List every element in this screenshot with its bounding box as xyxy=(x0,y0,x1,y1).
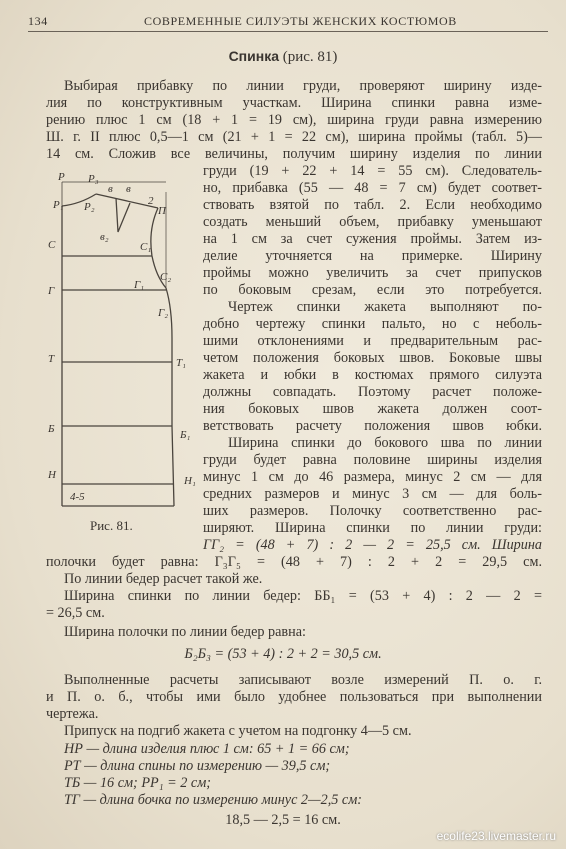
label-Bb1: Б₁ xyxy=(180,429,191,441)
text-line: ТГ — длина бочка по измерению минус 2—2,5 см: xyxy=(64,792,362,808)
text-line: 14 см. Сложив все величины, получим ширину изделия по линии xyxy=(46,146,542,162)
label-C1: С₁ xyxy=(140,241,152,253)
text-line: НР — длина изделия плюс 1 см: 65 + 1 = 66 см; xyxy=(64,741,350,757)
watermark: ecolife23.livemaster.ru xyxy=(436,829,556,843)
label-B: в xyxy=(108,183,113,195)
pattern-figure xyxy=(40,168,204,516)
text-line: делие уточняется на примерке. Ширину xyxy=(203,248,542,264)
page-header xyxy=(28,12,548,30)
shoulder-dart xyxy=(116,198,130,232)
label-2: 2 xyxy=(148,195,154,207)
text-line: проймы можно увеличить за счет припусков xyxy=(203,265,542,281)
text-line: ветствовать расчету положения швов юбки. xyxy=(203,418,542,434)
text-line: рению плюс 1 см (18 + 1 = 19 см), ширина груди равна измерению xyxy=(46,112,542,128)
formula-line: ГГ₂ = (48 + 7) : 2 — 2 = 25,5 см. Ширина xyxy=(203,537,542,553)
label-H: Н xyxy=(48,469,56,481)
label-G1: Г₁ xyxy=(134,279,145,291)
text-line: Ширина спинки по линии бедер: ББ₁ = (53 + 4) : 2 — 2 = xyxy=(64,588,542,604)
label-T1: Т₁ xyxy=(176,357,186,369)
side-seam xyxy=(166,288,174,506)
text-line: по боковым срезам, если это потребуется. xyxy=(203,282,542,298)
text-line: средних размеров и минус 3 см — для боль- xyxy=(203,486,542,502)
label-hem: 4-5 xyxy=(70,491,85,503)
text-line: ширяют. Ширина спинки по линии груди: xyxy=(203,520,542,536)
text-line: и П. о. б., чтобы ими было удобнее пользоваться при выполнении xyxy=(46,689,542,705)
text-line: ТБ — 16 см; РР₁ = 2 см; xyxy=(64,775,211,791)
text-line: добно чертежу спинки пальто, но с неболь- xyxy=(203,316,542,332)
text-line: лия по конструктивным участкам. Ширина спинки равна изме- xyxy=(46,95,542,111)
page-number: 134 xyxy=(28,14,48,28)
text-line: Ширина полочки по линии бедер равна: xyxy=(64,624,306,640)
label-Bb: Б xyxy=(48,423,55,435)
text-line: но, прибавка (55 — 48 = 7 см) будет соответ- xyxy=(203,180,542,196)
text-line: жакета и юбки в костюмах прямого силуэта xyxy=(203,367,542,383)
text-line: Припуск на подгиб жакета с учетом на подгонку 4—5 см. xyxy=(64,723,412,739)
formula-line: 18,5 — 2,5 = 16 см. xyxy=(225,812,341,828)
text-line: ния боковых швов жакета должен соот- xyxy=(203,401,542,417)
text-line: груди будет равна половине ширины изделия xyxy=(203,452,542,468)
label-C: С xyxy=(48,239,56,251)
label-P2: Р₂ xyxy=(84,201,95,213)
text-line: = 26,5 см. xyxy=(46,605,105,621)
text-line: создать меньший объем, прибавку уменьшают xyxy=(203,214,542,230)
text-line: РТ — длина спины по измерению — 39,5 см; xyxy=(64,758,331,774)
label-H1: Н₁ xyxy=(184,475,196,487)
section-title-bold: Спинка xyxy=(228,48,279,64)
label-Pi: П xyxy=(158,205,166,217)
running-title: СОВРЕМЕННЫЕ СИЛУЭТЫ ЖЕНСКИХ КОСТЮМОВ xyxy=(144,14,457,28)
label-C2: С₂ xyxy=(160,271,172,283)
text-line: По линии бедер расчет такой же. xyxy=(64,571,263,587)
label-P: Р xyxy=(58,171,65,183)
text-line: шими отклонениями и предварительным рас- xyxy=(203,333,542,349)
text-line: Ширина спинки до бокового шва по линии xyxy=(228,435,542,451)
text-line: Выполненные расчеты записывают возле измерений П. о. г. xyxy=(64,672,542,688)
label-T: Т xyxy=(48,353,55,365)
section-title xyxy=(0,48,566,66)
label-B1: в xyxy=(126,183,131,195)
label-P1: Р₁ xyxy=(53,199,64,211)
text-line: груди (19 + 22 + 14 = 55 см). Следователь- xyxy=(203,163,542,179)
section-title-rest: (рис. 81) xyxy=(278,49,338,65)
text-line: на 1 см за счет сужения проймы. Затем из- xyxy=(203,231,542,247)
formula-line: Б₂Б₃ = (53 + 4) : 2 + 2 = 30,5 см. xyxy=(184,646,382,662)
text-line: Чертеж спинки жакета выполняют по- xyxy=(228,299,542,315)
text-line: полочки будет равна: Г₃Г₅ = (48 + 7) : 2 + 2 = 29,5 см. xyxy=(46,554,542,570)
text-line: ствовать взятой по табл. 2. Если необходимо xyxy=(203,197,542,213)
text-line: Ш. г. II плюс 0,5—1 см (21 + 1 = 22 см), ширина проймы (табл. 5)— xyxy=(46,129,542,145)
text-line: минус 1 см до 46 размера, минус 2 см — для xyxy=(203,469,542,485)
label-P3: Р₃ xyxy=(88,173,99,185)
text-line: чертежа. xyxy=(46,706,99,722)
text-line: Выбирая прибавку по линии груди, проверяют ширину изде- xyxy=(64,78,542,94)
text-line: должны совпадать. Поэтому расчет положе- xyxy=(203,384,542,400)
text-line: ших размеров. Полочку соответственно рас- xyxy=(203,503,542,519)
label-G2: Г₂ xyxy=(158,307,169,319)
label-B2: в₂ xyxy=(100,231,109,243)
header-rule xyxy=(28,31,548,32)
text-line: четом положения боковых швов. Боковые швы xyxy=(203,350,542,366)
figure-caption: Рис. 81. xyxy=(90,518,133,533)
label-G: Г xyxy=(48,285,55,297)
